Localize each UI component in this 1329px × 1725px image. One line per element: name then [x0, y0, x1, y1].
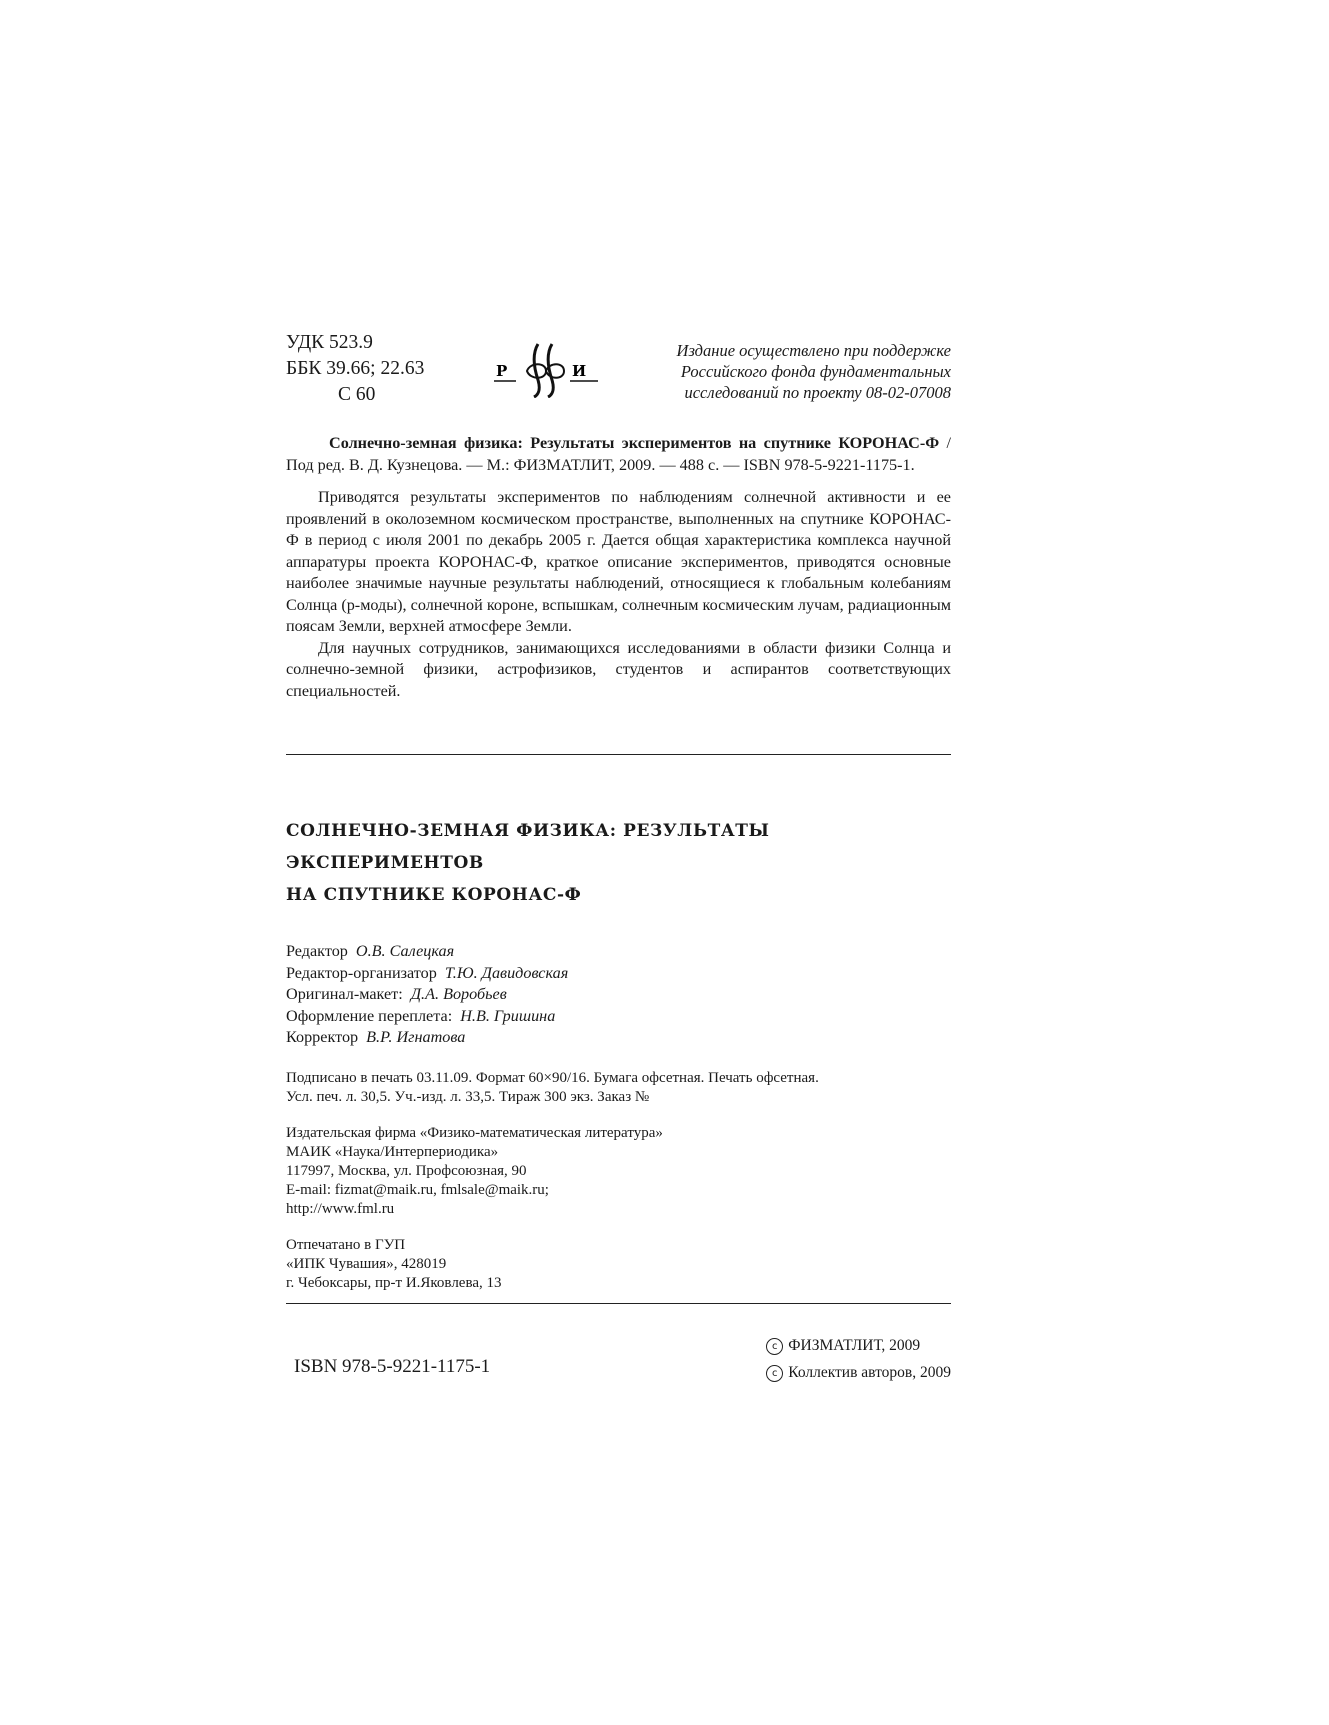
- staff-row: [286, 1027, 951, 1049]
- footer-block: [286, 1304, 951, 1394]
- copyright-icon: c: [766, 1338, 783, 1355]
- udk-code: УДК 523.9: [286, 332, 373, 353]
- classification-codes: [286, 330, 424, 408]
- abstract-paragraph: Для научных сотрудников, занимающихся исследованиями в области физики Солнца и солнечно-земной физики, астрофизиков, студентов и аспирантов соответствующих специальностей.: [286, 638, 951, 700]
- bib-details: / Под ред. В. Д. Кузнецова. — М.: ФИЗМАТЛИТ, 2009. — 488 с. — ISBN 978-5-9221-1175-1.: [286, 434, 951, 474]
- rffi-logo-icon: [494, 340, 600, 398]
- staff-role: Редактор-организатор: [286, 963, 437, 982]
- staff-row: [286, 1006, 951, 1028]
- imprint-page: [286, 330, 951, 1394]
- copyright-block: [766, 1332, 951, 1386]
- abstract: [286, 487, 951, 702]
- print-line: Усл. печ. л. 30,5. Уч.-изд. л. 33,5. Тираж 300 экз. Заказ №: [286, 1088, 650, 1105]
- copyright-text: ФИЗМАТЛИТ, 2009: [788, 1337, 921, 1355]
- divider: [286, 754, 951, 755]
- isbn: ISBN 978-5-9221-1175-1: [294, 1356, 491, 1378]
- staff-name: Н.В. Гришина: [460, 1006, 556, 1025]
- staff-list: [286, 941, 951, 1049]
- publisher-line: Издательская фирма «Физико-математическая литература»: [286, 1124, 663, 1141]
- book-title-line: СОЛНЕЧНО-ЗЕМНАЯ ФИЗИКА: РЕЗУЛЬТАТЫ ЭКСПЕРИМЕНТОВ: [286, 821, 770, 874]
- copyright-icon: c: [766, 1365, 783, 1382]
- bib-title: Солнечно-земная физика: Результаты экспериментов на спутнике КОРОНАС-Ф: [329, 434, 940, 452]
- publisher-line: 117997, Москва, ул. Профсоюзная, 90: [286, 1162, 527, 1179]
- printer-info: [286, 1236, 951, 1293]
- author-sign: С 60: [338, 384, 376, 405]
- publisher-line: E-mail: fizmat@maik.ru, fmlsale@maik.ru;: [286, 1181, 549, 1198]
- logo-letter-right: И: [572, 362, 587, 380]
- staff-name: Т.Ю. Давидовская: [444, 963, 569, 982]
- staff-row: [286, 963, 951, 985]
- staff-name: О.В. Салецкая: [355, 942, 455, 961]
- staff-role: Оригинал-макет:: [286, 985, 403, 1004]
- copyright-text: Коллектив авторов, 2009: [788, 1364, 951, 1382]
- staff-name: В.Р. Игнатова: [366, 1028, 466, 1047]
- staff-row: [286, 984, 951, 1006]
- staff-role: Оформление переплета:: [286, 1006, 453, 1025]
- logo-letter-left: Р: [496, 362, 508, 380]
- staff-role: Редактор: [286, 942, 348, 961]
- book-title-line: НА СПУТНИКЕ КОРОНАС-Ф: [286, 885, 582, 906]
- grant-line: Издание осуществлено при поддержке: [676, 341, 951, 360]
- header-block: [286, 330, 951, 405]
- print-line: Подписано в печать 03.11.09. Формат 60×90/16. Бумага офсетная. Печать офсетная.: [286, 1069, 819, 1086]
- bbk-code: ББК 39.66; 22.63: [286, 358, 425, 379]
- staff-row: [286, 941, 951, 963]
- publisher-info: [286, 1124, 951, 1219]
- copyright-line: [766, 1332, 951, 1359]
- printer-line: г. Чебоксары, пр-т И.Яковлева, 13: [286, 1274, 502, 1291]
- publisher-line: http://www.fml.ru: [286, 1200, 395, 1217]
- staff-name: Д.А. Воробьев: [410, 985, 507, 1004]
- grant-line: Российского фонда фундаментальных: [680, 362, 951, 381]
- abstract-paragraph: Приводятся результаты экспериментов по наблюдениям солнечной активности и ее проявлений в околоземном космическом пространстве, выполненных на спутнике КОРОНАС-Ф в период с июля 2001 по декабрь 2005 г. Дается общая характеристика комплекса научной аппаратуры проекта КОРОНАС-Ф, краткое описание экспериментов, приводятся основные наиболее значимые научные результаты наблюдений, относящиеся к глобальным колебаниям Солнца (p-моды), солнечной короне, вспышкам, солнечным космическим лучам, радиационным поясам Земли, верхней атмосфере Земли.: [286, 488, 951, 635]
- staff-role: Корректор: [286, 1028, 359, 1047]
- book-title: [286, 815, 951, 911]
- grant-note: [606, 340, 951, 403]
- bibliographic-entry: [286, 433, 951, 476]
- grant-line: исследований по проекту 08-02-07008: [684, 383, 951, 402]
- printer-line: «ИПК Чувашия», 428019: [286, 1255, 447, 1272]
- publisher-line: МАИК «Наука/Интерпериодика»: [286, 1143, 499, 1160]
- printer-line: Отпечатано в ГУП: [286, 1236, 406, 1253]
- print-info: [286, 1069, 951, 1107]
- copyright-line: [766, 1359, 951, 1386]
